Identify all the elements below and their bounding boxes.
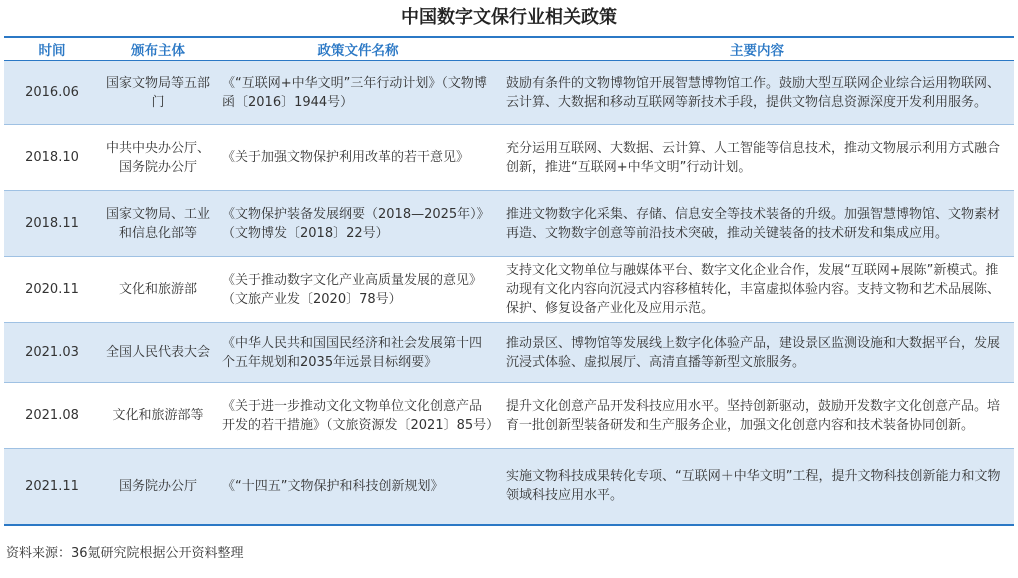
- cell-time: 2018.10: [4, 125, 100, 191]
- cell-content: 鼓励有条件的文物博物馆开展智慧博物馆工作。鼓励大型互联网企业综合运用物联网、云计算、大数据和移动互联网等新技术手段，提供文物信息资源深度开发利用服务。: [500, 61, 1014, 125]
- table-header-row: [4, 37, 1014, 61]
- table-row: [4, 125, 1014, 191]
- cell-document: 《关于进一步推动文化文物单位文化创意产品开发的若干措施》（文旅资源发〔2021〕85号）: [216, 383, 500, 449]
- cell-content: 推动景区、博物馆等发展线上数字化体验产品，建设景区监测设施和大数据平台，发展沉浸式体验、虚拟展厅、高清直播等新型文旅服务。: [500, 323, 1014, 383]
- cell-time: 2018.11: [4, 191, 100, 257]
- cell-content: 充分运用互联网、大数据、云计算、人工智能等信息技术，推动文物展示利用方式融合创新，推进“互联网+中华文明”行动计划。: [500, 125, 1014, 191]
- table-row: [4, 449, 1014, 525]
- cell-document: 《中华人民共和国国民经济和社会发展第十四个五年规划和2035年远景目标纲要》: [216, 323, 500, 383]
- source-note: 资料来源：36氪研究院根据公开资料整理: [6, 546, 244, 561]
- policy-table: [4, 36, 1014, 526]
- column-header-document: 政策文件名称: [216, 37, 500, 61]
- column-header-time: 时间: [4, 37, 100, 61]
- cell-time: 2021.03: [4, 323, 100, 383]
- table-row: [4, 191, 1014, 257]
- cell-time: 2020.11: [4, 257, 100, 323]
- cell-time: 2016.06: [4, 61, 100, 125]
- cell-document: 《“互联网+中华文明”三年行动计划》（文物博函〔2016〕1944号）: [216, 61, 500, 125]
- page-title: 中国数字文保行业相关政策: [401, 7, 617, 28]
- cell-document: 《关于加强文物保护利用改革的若干意见》: [216, 125, 500, 191]
- table-row: [4, 383, 1014, 449]
- cell-issuer: 中共中央办公厅、国务院办公厅: [100, 125, 216, 191]
- cell-issuer: 文化和旅游部等: [100, 383, 216, 449]
- cell-content: 支持文化文物单位与融媒体平台、数字文化企业合作，发展“互联网+展陈”新模式。推动现有文化内容向沉浸式内容移植转化，丰富虚拟体验内容。支持文物和艺术品展陈、保护、修复设备产业化及应用示范。: [500, 257, 1014, 323]
- cell-content: 提升文化创意产品开发科技应用水平。坚持创新驱动，鼓励开发数字文化创意产品。培育一批创新型装备研发和生产服务企业，加强文化创意内容和技术装备协同创新。: [500, 383, 1014, 449]
- table-row: [4, 257, 1014, 323]
- column-header-issuer: 颁布主体: [100, 37, 216, 61]
- cell-issuer: 国务院办公厅: [100, 449, 216, 525]
- cell-issuer: 全国人民代表大会: [100, 323, 216, 383]
- cell-content: 推进文物数字化采集、存储、信息安全等技术装备的升级。加强智慧博物馆、文物素材再造、文物数字创意等前沿技术突破，推动关键装备的技术研发和集成应用。: [500, 191, 1014, 257]
- cell-content: 实施文物科技成果转化专项、“互联网＋中华文明”工程，提升文物科技创新能力和文物领域科技应用水平。: [500, 449, 1014, 525]
- table-row: [4, 61, 1014, 125]
- cell-document: 《文物保护装备发展纲要（2018—2025年）》（文物博发〔2018〕22号）: [216, 191, 500, 257]
- cell-issuer: 国家文物局、工业和信息化部等: [100, 191, 216, 257]
- column-header-content: 主要内容: [500, 37, 1014, 61]
- cell-issuer: 文化和旅游部: [100, 257, 216, 323]
- table-row: [4, 323, 1014, 383]
- cell-time: 2021.08: [4, 383, 100, 449]
- cell-document: 《关于推动数字文化产业高质量发展的意见》（文旅产业发〔2020〕78号）: [216, 257, 500, 323]
- cell-issuer: 国家文物局等五部门: [100, 61, 216, 125]
- cell-time: 2021.11: [4, 449, 100, 525]
- cell-document: 《“十四五”文物保护和科技创新规划》: [216, 449, 500, 525]
